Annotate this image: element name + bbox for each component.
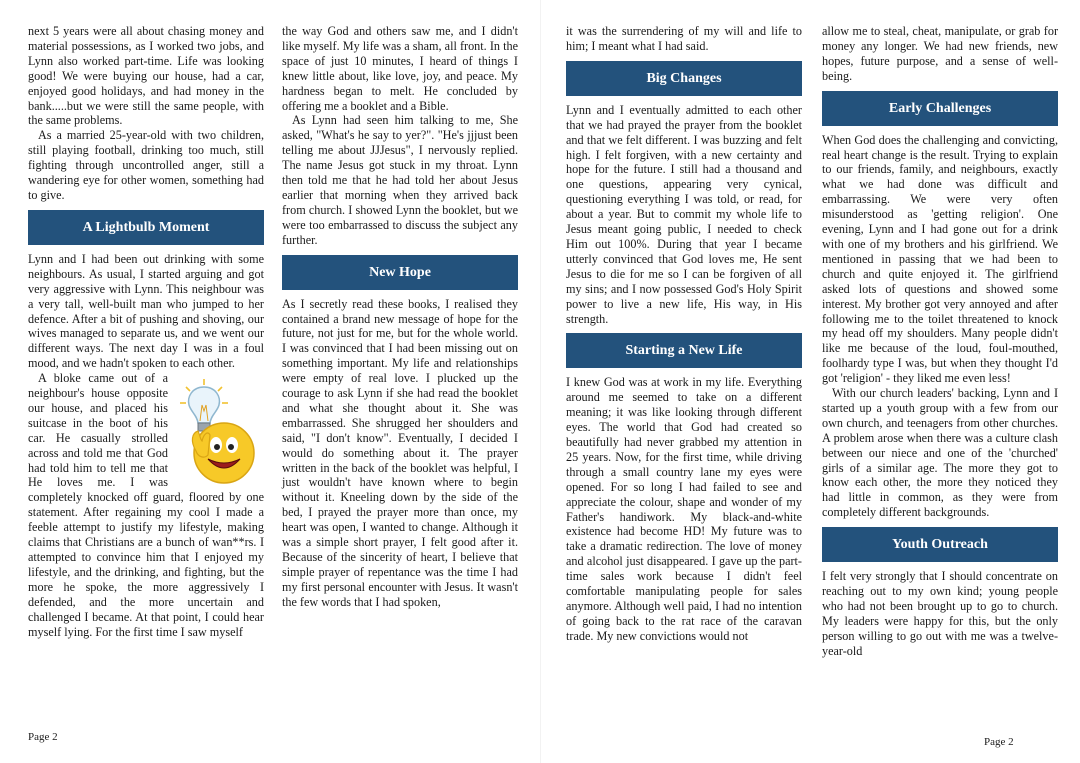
paragraph: As I secretly read these books, I realised they contained a brand new message of hope for the future, not just for me, but for the whole world. I was convinced that I had been missing out on something important. My life and relationships were empty of real love. I plucked up the courage to ask Lynn if she had read the booklet and what she thought about it. She was embarrassed. She shrugged her shoulders and said, "I don't know". Eventually, I decided I would do something about it. The prayer written in the back of the booklet was helpful, I just wouldn't have known where to begin without it. Kneeling down by the side of the bed, I prayed the prayer more than once, my heart was open, I wanted to change. Although it was a simple short prayer, I felt good after it. Because of the sincerity of heart, I believe that simple prayer of repentance was the time I had my first personal encounter with Jesus. It wasn't the few words that I had spoken, xyxy=(282,296,518,609)
column-3 xyxy=(566,24,802,644)
lightbulb-smiley-icon xyxy=(174,375,264,489)
paragraph: As Lynn had seen him talking to me, She asked, "What's he say to yer?". "He's jjjust been telling me about JJJesus", I nervously replied. The name Jesus got stuck in my throat. Lynn then told me that he had told her about Jesus earlier that morning when they arrived back from church. I showed Lynn the booklet, but we were too embarrassed to discuss the subject any further. xyxy=(282,113,518,247)
paragraph-text: A bloke came out of a neighbour's house opposite our house, and placed his suitcase in the boot of his car. He casually strolled across and told me that God had told him to tell me that He loves me. I was completely knocked off guard, floored by one statement. After regaining my cool I made a feeble attempt to justify my lifestyle, making claims that Christians are a bunch of wan**rs. I attempted to convince him that I enjoyed my lifestyle, and the drinking, and fighting, but the more he spoke, the more aggressively I defended, and the more uncertain and challenged I became. At that point, I could hear myself lying. For the first time I saw myself xyxy=(28,371,264,639)
section-heading-big-changes: Big Changes xyxy=(566,61,802,96)
paragraph: As a married 25-year-old with two children, still playing football, drinking too much, still fighting through uncontrolled anger, still a wandering eye for other women, something had to give. xyxy=(28,128,264,202)
page-number-left: Page 2 xyxy=(28,731,58,743)
paragraph: With our church leaders' backing, Lynn and I started up a youth group with a few from our own church, and teenagers from other churches. A problem arose when there was a culture clash between our niece and one of the 'churched' girls of a similar age. The more they got to know each other, the more they noticed they had little in common, as they were from completely different backgrounds. xyxy=(822,386,1058,520)
section-heading-early-challenges: Early Challenges xyxy=(822,91,1058,126)
page-gutter xyxy=(540,0,541,763)
section-heading-new-hope: New Hope xyxy=(282,255,518,290)
paragraph: it was the surrendering of my will and life to him; I meant what I had said. xyxy=(566,24,802,53)
column-1 xyxy=(28,24,264,639)
paragraph: the way God and others saw me, and I didn't like myself. My life was a sham, all front. In the space of just 10 minutes, I heard of things I knew little about, like love, joy, and peace. My hardness began to melt. He concluded by offering me a booklet and a Bible. xyxy=(282,24,518,113)
page-number-right: Page 2 xyxy=(984,736,1014,748)
paragraph: Lynn and I eventually admitted to each other that we had prayed the prayer from the booklet and that we felt different. I was buzzing and felt high. I felt forgiven, with a new certainty and hope for the future. I still had a thousand and one questions, appearing very cynical, questioning everything I was told, or read, for about a year. But to commit my whole life to Jesus meant going public, I needed to check Him out 100%. During that year I became utterly convinced that God loves me, He sent Jesus to die for me so I can be forgiven of all my sins; and I now possessed God's Holy Spirit power to live a new life, His way, in His strength. xyxy=(566,102,802,326)
paragraph: next 5 years were all about chasing money and material possessions, as I worked two jobs, and Lynn also worked part-time. Life was looking good! We were buying our house, had a car, enjoyed good holidays, and had money in the bank.....but we were still the same people, with the same problems. xyxy=(28,24,264,128)
section-heading-lightbulb-moment: A Lightbulb Moment xyxy=(28,210,264,245)
column-2 xyxy=(282,24,518,610)
section-heading-youth-outreach: Youth Outreach xyxy=(822,527,1058,562)
paragraph: Lynn and I had been out drinking with some neighbours. As usual, I started arguing and got very aggressive with Lynn. This neighbour was a very tall, well-built man who jumped to her defence. After a bit of pushing and shoving, our wives managed to separate us, and we went our different ways. The next day I was in a foul mood, and we hadn't spoken to each other. xyxy=(28,251,264,371)
paragraph xyxy=(28,371,264,639)
paragraph: When God does the challenging and convicting, real heart change is the result. Trying to explain to our friends, family, and neighbours, exactly what we had done was difficult and embarrassing. We were very often misunderstood as 'getting religion'. One evening, Lynn and I had gone out for a drink with one of my brothers and his girlfriend. We mentioned in passing that we had been to church and quite enjoyed it. The girlfriend asked lots of questions and showed some interest. My brother got very annoyed and after following me to the toilet threatened to knock my head off my shoulders. Many people didn't like me because of the loud, foul-mouthed, foolhardy type I was, but when they thought I'd got 'religion' - they liked me even less! xyxy=(822,132,1058,386)
paragraph: allow me to steal, cheat, manipulate, or grab for money any longer. We had new friends, new hopes, future purpose, and a sense of well-being. xyxy=(822,24,1058,83)
paragraph: I knew God was at work in my life. Everything around me seemed to take on a different meaning; it was like looking through different eyes. The world that God had created so beautifully had never grabbed my attention in 25 years. Now, for the first time, while driving through a small country lane my eyes were opened. For so long I had failed to see and appreciate the colour, shape and wonder of my Father's handiwork. My black-and-white existence had become HD! My future was to take a dramatic redirection. The love of money and alcohol just disappeared. I gave up the part-time sales work because I didn't feel comfortable manipulating people for sales anymore. Although well paid, I had no intention of going back to the rat race of the caravan trade. My new convictions would not xyxy=(566,375,802,643)
paragraph: I felt very strongly that I should concentrate on reaching out to my own kind; young people who had not been brought up to go to church. My leaders were happy for this, but the only person willing to go out with me was a twelve-year-old xyxy=(822,569,1058,658)
section-heading-starting-new-life: Starting a New Life xyxy=(566,333,802,368)
column-4 xyxy=(822,24,1058,659)
